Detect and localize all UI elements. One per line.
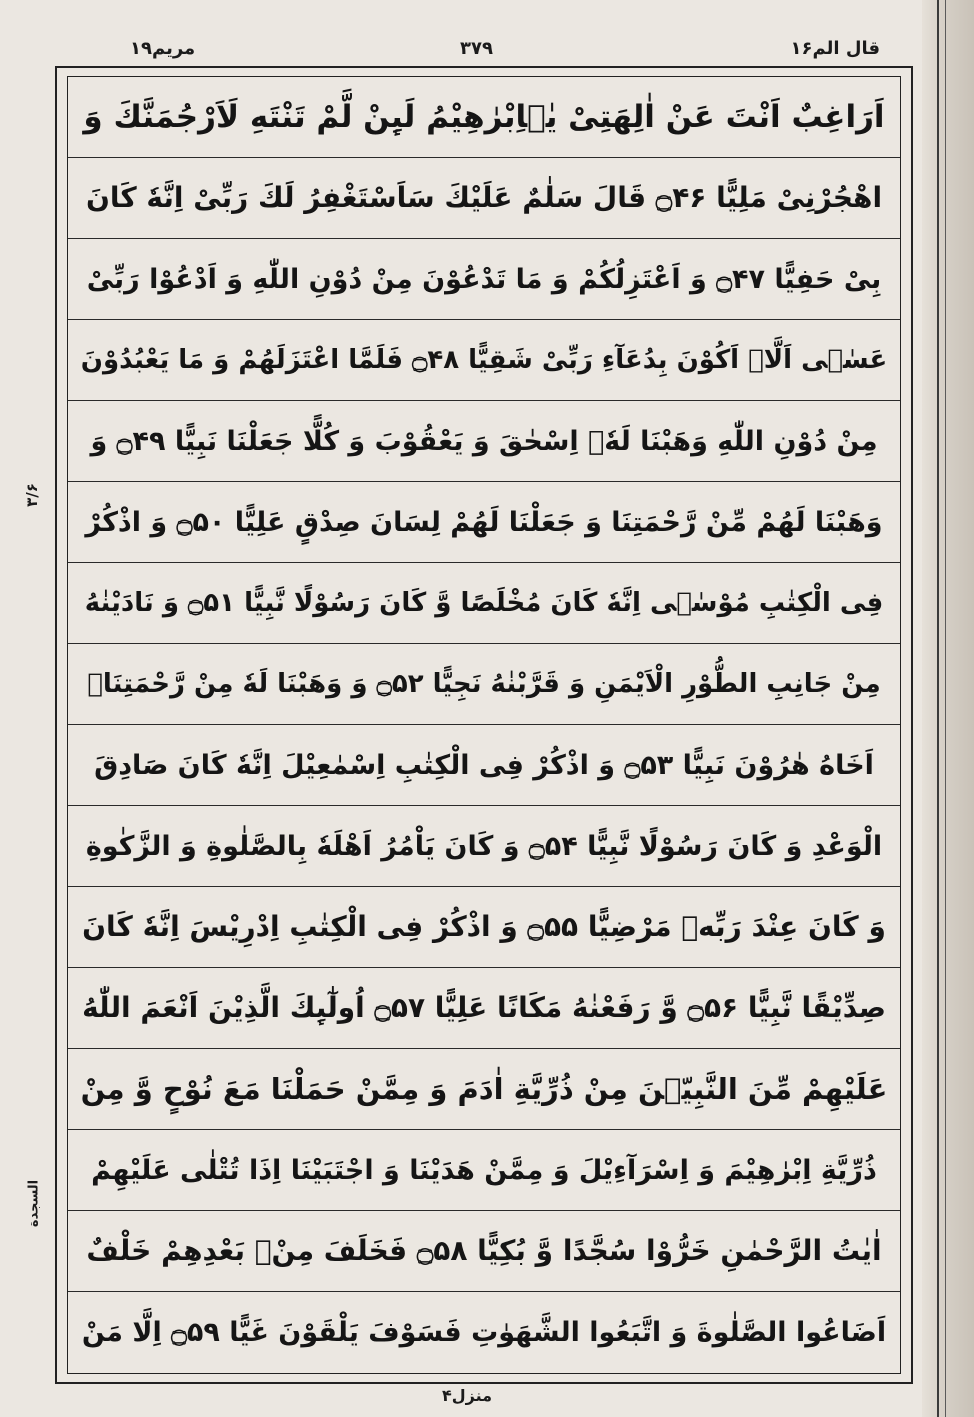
text-line [68,1130,900,1211]
page-footer [0,1386,974,1412]
text-line [68,644,900,725]
text-line [68,320,900,401]
verse-text: عَسٰۤى اَلَّاۤ اَكُوْنَ بِدُعَآءِ رَبِّیْ شَقِیًّا ۝۴۸ فَلَمَّا اعْتَزَلَهُمْ وَ مَا یَعْبُدُوْنَ [80,345,888,375]
binding-gutter [922,0,974,1417]
page-number: ۳۷۹ [460,38,493,59]
text-line [68,1049,900,1130]
verse-text: عَلَیْهِمْ مِّنَ النَّبِیّٖنَ مِنْ ذُرِّیَّةِ اٰدَمَ وَ مِمَّنْ حَمَلْنَا مَعَ نُوْحٍ وَّ مِنْ [80,1071,888,1106]
ruku-marker: ۳/۶ [23,483,41,507]
text-block [68,77,900,1373]
verse-text: اَضَاعُوا الصَّلٰوةَ وَ اتَّبَعُوا الشَّهَوٰتِ فَسَوْفَ یَلْقَوْنَ غَیًّا ۝۵۹ اِلَّا مَنْ [81,1317,887,1348]
verse-text: وَ كَانَ عِنْدَ رَبِّهٖ مَرْضِیًّا ۝۵۵ وَ اذْكُرْ فِی الْكِتٰبِ اِدْرِیْسَ اِنَّهٗ كَانَ [82,910,886,943]
verse-text: وَهَبْنَا لَهُمْ مِّنْ رَّحْمَتِنَا وَ جَعَلْنَا لَهُمْ لِسَانَ صِدْقٍ عَلِیًّا ۝۵۰ وَ اذْكُرْ [85,506,883,538]
text-line [68,1211,900,1292]
sajda-marker: السجدة [26,1179,42,1228]
text-line [68,482,900,563]
text-line [68,968,900,1049]
para-name: قال الم۱۶ [790,38,880,59]
text-line [68,158,900,239]
text-line [68,887,900,968]
text-line [68,401,900,482]
surah-name: مریم۱۹ [130,38,196,59]
gutter-rule [937,0,939,1417]
gutter-rule-thin [945,0,946,1417]
text-line [68,239,900,320]
text-line [68,725,900,806]
verse-text: اٰیٰتُ الرَّحْمٰنِ خَرُّوْا سُجَّدًا وَّ بُكِیًّا ۝۵۸ فَخَلَفَ مِنْۢ بَعْدِهِمْ خَلْفٌ [86,1234,882,1267]
text-line [68,1292,900,1373]
manzil-label: منزل۴ [441,1386,493,1405]
page-header [60,36,920,68]
text-line [68,563,900,644]
verse-text: ذُرِّیَّةِ اِبْرٰهِیْمَ وَ اِسْرَآءِیْلَ وَ مِمَّنْ هَدَیْنَا وَ اجْتَبَیْنَا اِذَا تُتْلٰى عَلَیْهِمْ [91,1154,877,1186]
verse-text: الْوَعْدِ وَ كَانَ رَسُوْلًا نَّبِیًّا ۝۵۴ وَ كَانَ یَاْمُرُ اَهْلَهٗ بِالصَّلٰوةِ وَ الزَّكٰوةِ [85,830,883,862]
verse-text: مِنْ دُوْنِ اللّٰهِ وَهَبْنَا لَهٗۤ اِسْحٰقَ وَ یَعْقُوْبَ وَ كُلًّا جَعَلْنَا نَبِیًّا ۝۴۹ وَ [90,425,878,457]
verse-text: مِنْ جَانِبِ الطُّوْرِ الْاَیْمَنِ وَ قَرَّبْنٰهُ نَجِیًّا ۝۵۲ وَ وَهَبْنَا لَهٗ مِنْ رَّحْمَتِنَاۤ [87,669,881,699]
verse-text: اَخَاهُ هٰرُوْنَ نَبِیًّا ۝۵۳ وَ اذْكُرْ فِی الْكِتٰبِ اِسْمٰعِیْلَ اِنَّهٗ كَانَ صَادِقَ [94,749,874,781]
verse-text: صِدِّیْقًا نَّبِیًّا ۝۵۶ وَّ رَفَعْنٰهُ مَكَانًا عَلِیًّا ۝۵۷ اُولٰٓىِٕكَ الَّذِیْنَ اَنْعَمَ اللّٰهُ [82,991,886,1024]
text-line [68,77,900,158]
verse-text: بِیْ حَفِیًّا ۝۴۷ وَ اَعْتَزِلُكُمْ وَ مَا تَدْعُوْنَ مِنْ دُوْنِ اللّٰهِ وَ اَدْعُوْا رَبِّیْ [86,263,882,295]
verse-text: اهْجُرْنِیْ مَلِیًّا ۝۴۶ قَالَ سَلٰمٌ عَلَیْكَ سَاَسْتَغْفِرُ لَكَ رَبِّیْ اِنَّهٗ كَانَ [85,181,883,214]
verse-text: فِی الْكِتٰبِ مُوْسٰۤى اِنَّهٗ كَانَ مُخْلَصًا وَّ كَانَ رَسُوْلًا نَّبِیًّا ۝۵۱ وَ نَادَیْنٰهُ [84,588,884,618]
verse-text: اَرَاغِبٌ اَنْتَ عَنْ اٰلِهَتِیْ یٰۤاِبْرٰهِیْمُ لَىِٕنْ لَّمْ تَنْتَهِ لَاَرْجُمَنَّكَ وَ [83,98,885,135]
text-line [68,806,900,887]
